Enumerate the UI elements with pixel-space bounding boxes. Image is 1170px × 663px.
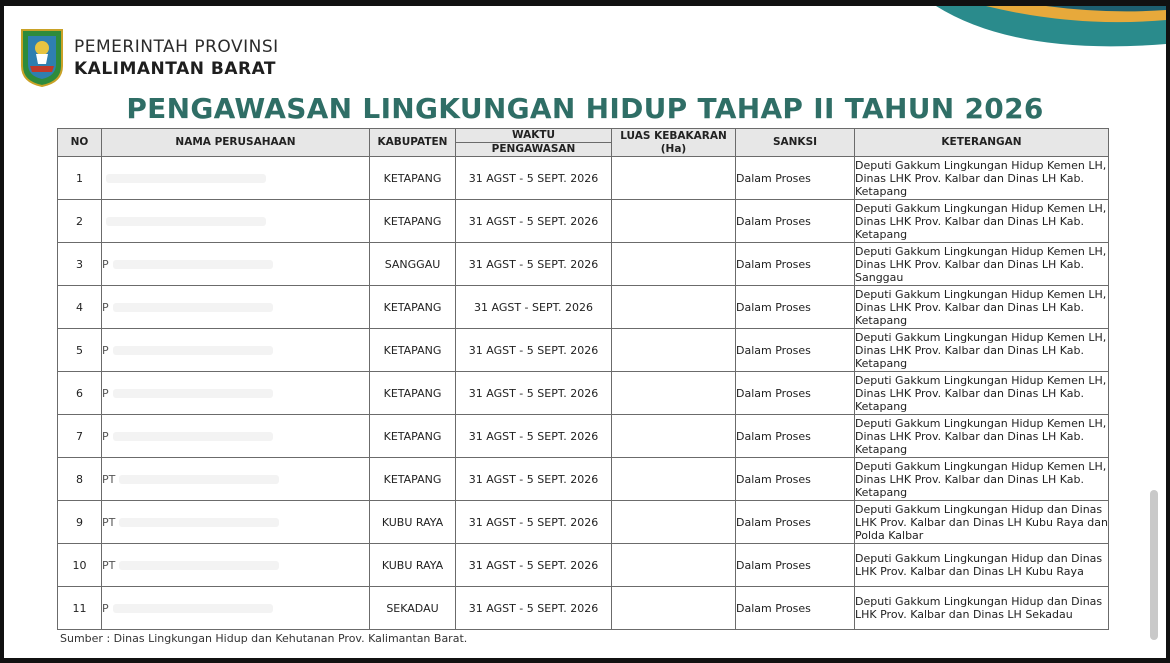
row-luas-kebakaran xyxy=(612,587,736,630)
header-luas-unit: (Ha) xyxy=(660,142,687,155)
row-kabupaten: KETAPANG xyxy=(370,458,456,501)
row-waktu-pengawasan: 31 AGST - 5 SEPT. 2026 xyxy=(456,415,612,458)
row-nama-perusahaan xyxy=(102,372,370,415)
table-row xyxy=(58,587,1109,630)
row-nama-perusahaan xyxy=(102,544,370,587)
row-waktu-pengawasan: 31 AGST - 5 SEPT. 2026 xyxy=(456,501,612,544)
header-waktu: WAKTU xyxy=(456,129,612,143)
row-nama-perusahaan xyxy=(102,329,370,372)
table-row xyxy=(58,243,1109,286)
company-name-text: PT xyxy=(102,472,116,486)
row-nama-perusahaan xyxy=(102,243,370,286)
company-name-text: P xyxy=(102,386,109,400)
company-name-text: PT xyxy=(102,558,116,572)
row-nama-perusahaan xyxy=(102,501,370,544)
row-keterangan: Deputi Gakkum Lingkungan Hidup dan Dinas LHK Prov. Kalbar dan Dinas LH Kubu Raya dan Polda Kalbar xyxy=(855,502,1108,542)
row-luas-kebakaran xyxy=(612,372,736,415)
table-row xyxy=(58,200,1109,243)
row-nama-perusahaan xyxy=(102,458,370,501)
row-sanksi: Dalam Proses xyxy=(736,415,855,458)
row-sanksi: Dalam Proses xyxy=(736,544,855,587)
redacted-name-bar xyxy=(119,561,279,570)
table-header xyxy=(58,129,1109,157)
row-waktu-pengawasan: 31 AGST - 5 SEPT. 2026 xyxy=(456,200,612,243)
row-waktu-pengawasan: 31 AGST - 5 SEPT. 2026 xyxy=(456,329,612,372)
row-keterangan: Deputi Gakkum Lingkungan Hidup Kemen LH, Dinas LHK Prov. Kalbar dan Dinas LH Kab. Ketapang xyxy=(855,372,1109,415)
row-no: 7 xyxy=(58,415,102,458)
company-name-text: P xyxy=(102,300,109,314)
row-nama-perusahaan xyxy=(102,415,370,458)
row-no: 5 xyxy=(58,329,102,372)
table-row xyxy=(58,501,1109,544)
row-sanksi: Dalam Proses xyxy=(736,458,855,501)
kalbar-emblem-icon xyxy=(18,26,66,88)
company-name-text: P xyxy=(102,601,109,615)
company-name-text: P xyxy=(102,429,109,443)
table-row xyxy=(58,458,1109,501)
government-name-line1: PEMERINTAH PROVINSI xyxy=(74,37,279,57)
row-no: 6 xyxy=(58,372,102,415)
row-waktu-pengawasan: 31 AGST - SEPT. 2026 xyxy=(456,286,612,329)
redacted-name-bar xyxy=(113,432,273,441)
row-luas-kebakaran xyxy=(612,458,736,501)
redacted-name-bar xyxy=(113,303,273,312)
header-sanksi: SANKSI xyxy=(736,129,855,157)
table-row xyxy=(58,415,1109,458)
header-no: NO xyxy=(58,129,102,157)
government-name-line2: KALIMANTAN BARAT xyxy=(74,59,277,79)
row-kabupaten: KUBU RAYA xyxy=(370,501,456,544)
row-waktu-pengawasan: 31 AGST - 5 SEPT. 2026 xyxy=(456,587,612,630)
row-waktu-pengawasan: 31 AGST - 5 SEPT. 2026 xyxy=(456,458,612,501)
row-waktu-pengawasan: 31 AGST - 5 SEPT. 2026 xyxy=(456,243,612,286)
table-row xyxy=(58,286,1109,329)
redacted-name-bar xyxy=(113,346,273,355)
table-row xyxy=(58,157,1109,200)
row-keterangan: Deputi Gakkum Lingkungan Hidup dan Dinas LHK Prov. Kalbar dan Dinas LH Sekadau xyxy=(855,587,1109,630)
source-note: Sumber : Dinas Lingkungan Hidup dan Kehutanan Prov. Kalimantan Barat. xyxy=(60,632,468,645)
header-keterangan: KETERANGAN xyxy=(855,129,1109,157)
row-luas-kebakaran xyxy=(612,501,736,544)
row-kabupaten: KETAPANG xyxy=(370,286,456,329)
redacted-name-bar xyxy=(113,260,273,269)
row-kabupaten: KUBU RAYA xyxy=(370,544,456,587)
company-name-text: P xyxy=(102,257,109,271)
row-sanksi: Dalam Proses xyxy=(736,501,855,544)
redacted-name-bar xyxy=(106,217,266,226)
row-kabupaten: SANGGAU xyxy=(370,243,456,286)
row-no: 4 xyxy=(58,286,102,329)
row-luas-kebakaran xyxy=(612,544,736,587)
row-waktu-pengawasan: 31 AGST - 5 SEPT. 2026 xyxy=(456,157,612,200)
row-waktu-pengawasan: 31 AGST - 5 SEPT. 2026 xyxy=(456,372,612,415)
row-keterangan: Deputi Gakkum Lingkungan Hidup Kemen LH, Dinas LHK Prov. Kalbar dan Dinas LH Kab. Ketapang xyxy=(855,329,1109,372)
row-no: 1 xyxy=(58,157,102,200)
row-sanksi: Dalam Proses xyxy=(736,329,855,372)
page-title: PENGAWASAN LINGKUNGAN HIDUP TAHAP II TAHUN 2026 xyxy=(126,92,1044,125)
row-keterangan: Deputi Gakkum Lingkungan Hidup Kemen LH, Dinas LHK Prov. Kalbar dan Dinas LH Kab. Ketapang xyxy=(855,286,1109,329)
row-luas-kebakaran xyxy=(612,243,736,286)
table-row xyxy=(58,372,1109,415)
redacted-name-bar xyxy=(119,475,279,484)
row-luas-kebakaran xyxy=(612,286,736,329)
row-kabupaten: KETAPANG xyxy=(370,415,456,458)
row-keterangan: Deputi Gakkum Lingkungan Hidup dan Dinas LHK Prov. Kalbar dan Dinas LH Kubu Raya xyxy=(855,544,1109,587)
table-row xyxy=(58,544,1109,587)
row-nama-perusahaan xyxy=(102,587,370,630)
row-no: 8 xyxy=(58,458,102,501)
row-keterangan: Deputi Gakkum Lingkungan Hidup Kemen LH, Dinas LHK Prov. Kalbar dan Dinas LH Kab. Sanggau xyxy=(855,243,1109,286)
header-luas-kebakaran xyxy=(612,129,736,157)
row-sanksi: Dalam Proses xyxy=(736,243,855,286)
row-no: 9 xyxy=(58,501,102,544)
row-sanksi: Dalam Proses xyxy=(736,372,855,415)
row-sanksi: Dalam Proses xyxy=(736,587,855,630)
row-luas-kebakaran xyxy=(612,157,736,200)
row-kabupaten: KETAPANG xyxy=(370,200,456,243)
row-no: 3 xyxy=(58,243,102,286)
supervision-table xyxy=(57,128,1109,630)
row-keterangan: Deputi Gakkum Lingkungan Hidup Kemen LH, Dinas LHK Prov. Kalbar dan Dinas LH Kab. Ketapang xyxy=(855,458,1109,501)
row-kabupaten: KETAPANG xyxy=(370,372,456,415)
header-nama-perusahaan: NAMA PERUSAHAAN xyxy=(102,129,370,157)
header-kabupaten: KABUPATEN xyxy=(370,129,456,157)
table-row xyxy=(58,329,1109,372)
row-nama-perusahaan xyxy=(102,286,370,329)
row-keterangan: Deputi Gakkum Lingkungan Hidup Kemen LH, Dinas LHK Prov. Kalbar dan Dinas LH Kab. Ketapang xyxy=(855,415,1109,458)
row-luas-kebakaran xyxy=(612,329,736,372)
redacted-name-bar xyxy=(106,174,266,183)
row-kabupaten: SEKADAU xyxy=(370,587,456,630)
row-luas-kebakaran xyxy=(612,200,736,243)
row-no: 11 xyxy=(58,587,102,630)
document-page xyxy=(4,6,1166,658)
redacted-name-bar xyxy=(113,604,273,613)
row-waktu-pengawasan: 31 AGST - 5 SEPT. 2026 xyxy=(456,544,612,587)
table-body xyxy=(58,157,1109,630)
redacted-name-bar xyxy=(113,389,273,398)
row-keterangan: Deputi Gakkum Lingkungan Hidup Kemen LH, Dinas LHK Prov. Kalbar dan Dinas LH Kab. Ketapang xyxy=(855,157,1109,200)
header-pengawasan: PENGAWASAN xyxy=(456,143,612,157)
header-luas-label: LUAS KEBAKARAN xyxy=(620,129,727,142)
row-sanksi: Dalam Proses xyxy=(736,200,855,243)
row-kabupaten: KETAPANG xyxy=(370,157,456,200)
row-keterangan: Deputi Gakkum Lingkungan Hidup Kemen LH, Dinas LHK Prov. Kalbar dan Dinas LH Kab. Ketapang xyxy=(855,200,1109,243)
row-nama-perusahaan xyxy=(102,200,370,243)
row-nama-perusahaan xyxy=(102,157,370,200)
row-sanksi: Dalam Proses xyxy=(736,286,855,329)
redacted-name-bar xyxy=(119,518,279,527)
decorative-swoosh xyxy=(926,6,1166,66)
company-name-text: P xyxy=(102,343,109,357)
company-name-text: PT xyxy=(102,515,116,529)
row-luas-kebakaran xyxy=(612,415,736,458)
row-sanksi: Dalam Proses xyxy=(736,157,855,200)
row-kabupaten: KETAPANG xyxy=(370,329,456,372)
row-no: 10 xyxy=(58,544,102,587)
row-no: 2 xyxy=(58,200,102,243)
vertical-scrollbar[interactable] xyxy=(1150,490,1158,640)
